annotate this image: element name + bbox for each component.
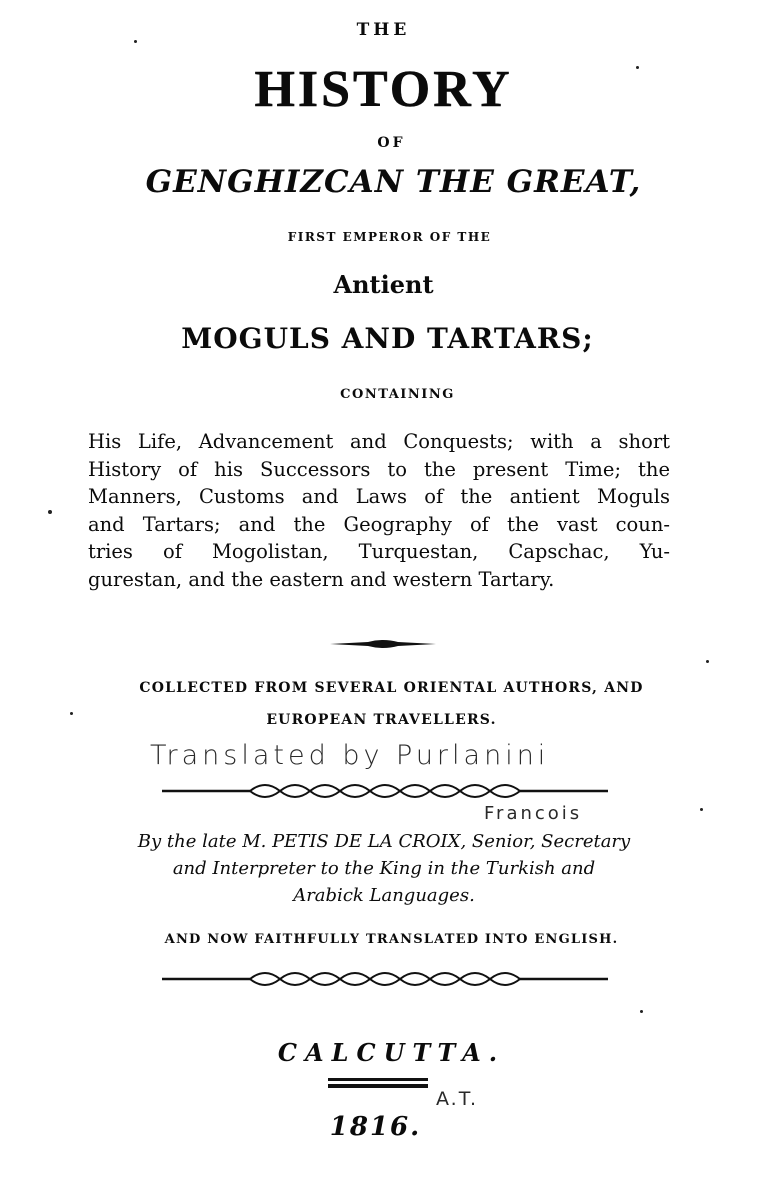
ink-speck — [134, 40, 137, 43]
imprint-year: 1816. — [329, 1112, 422, 1142]
title-the: THE — [356, 20, 411, 40]
contents-summary — [88, 428, 670, 594]
double-rule — [328, 1078, 428, 1090]
ink-speck — [636, 66, 639, 69]
collected-line-2: EUROPEAN TRAVELLERS. — [266, 712, 497, 728]
byline-line: By the late M. PETIS DE LA CROIX, Senior, Secretary — [137, 831, 631, 852]
byline-line: and Interpreter to the King in the Turkish and — [172, 858, 596, 879]
title-moguls: MOGULS AND TARTARS; — [181, 322, 594, 355]
handwritten-francois-note: Francois — [484, 803, 583, 824]
byline-line: Arabick Languages. — [293, 885, 475, 906]
ink-speck — [706, 660, 709, 663]
ink-speck — [70, 712, 73, 715]
handwritten-translator-note: Translated by Purlanini — [150, 740, 550, 771]
ink-speck — [48, 510, 52, 514]
summary-line: gurestan, and the eastern and western Tartary. — [88, 567, 555, 591]
summary-line: History of his Successors to the present Time; the — [88, 457, 670, 481]
imprint-place: CALCUTTA. — [277, 1038, 506, 1067]
ornament-divider — [328, 636, 438, 652]
title-subject: GENGHIZCAN THE GREAT, — [145, 164, 642, 200]
summary-line: His Life, Advancement and Conquests; with a short — [88, 430, 670, 453]
author-byline — [88, 828, 680, 909]
summary-line: and Tartars; and the Geography of the vast coun- — [88, 512, 670, 536]
title-antient: Antient — [333, 270, 434, 299]
summary-line: Manners, Customs and Laws of the antient Moguls — [88, 485, 670, 509]
ink-speck — [700, 808, 703, 811]
title-first-emperor: FIRST EMPEROR OF THE — [287, 230, 492, 244]
handwritten-initials: A.T. — [436, 1088, 479, 1110]
summary-line: tries of Mogolistan, Turquestan, Capschac, Yu- — [88, 540, 670, 564]
containing-label: CONTAINING — [340, 387, 455, 402]
title-of: OF — [377, 135, 406, 151]
braided-rule — [160, 780, 610, 802]
translation-note: AND NOW FAITHFULLY TRANSLATED INTO ENGLISH. — [164, 932, 619, 947]
title-history: HISTORY — [254, 61, 513, 118]
braided-rule — [160, 968, 610, 990]
ink-speck — [640, 1010, 643, 1013]
collected-line-1: COLLECTED FROM SEVERAL ORIENTAL AUTHORS, AND — [139, 680, 644, 696]
